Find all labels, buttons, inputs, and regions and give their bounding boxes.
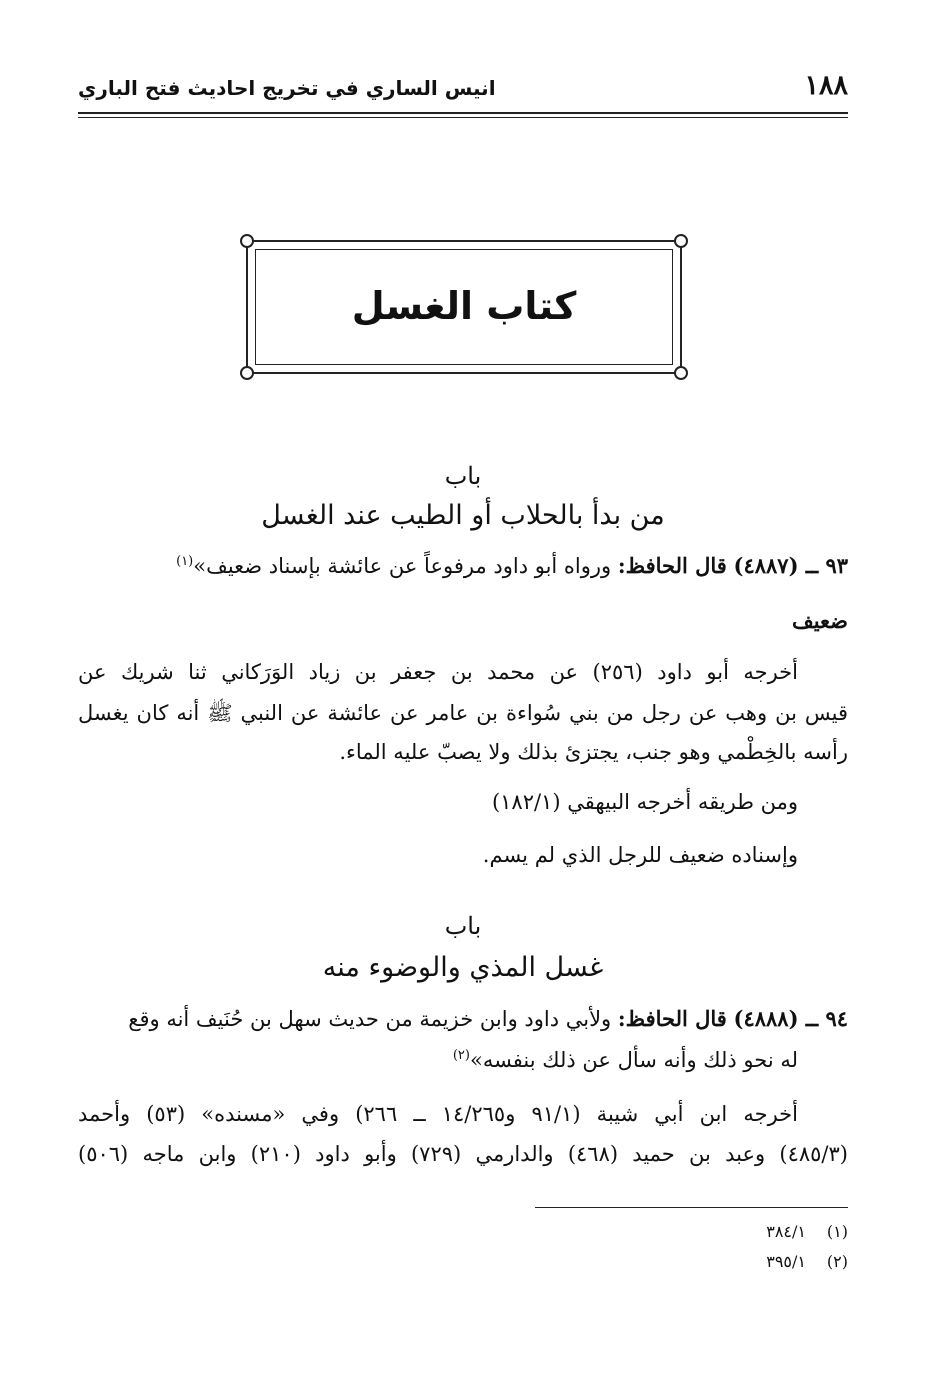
footnote-ref[interactable]: (٢) [452, 1048, 470, 1063]
takhrij-line: أخرجه ابن أبي شيبة (٩١/١ و١٤/٢٦٥ ــ ٢٦٦) وفي «مسنده» (٥٣) وأحمد [78, 1102, 798, 1126]
takhrij-line: قيس بن وهب عن رجل من بني سُواءة بن عامر عن عائشة عن النبي ﷺ أنه كان يغسل [78, 701, 848, 725]
hadith-entry [78, 1006, 848, 1031]
hadith-number: ٩٤ ــ (٤٨٨٨) [733, 1006, 848, 1031]
hadith-text: له نحو ذلك وأنه سأل عن ذلك بنفسه» [469, 1048, 798, 1072]
takhrij-line: (٤٨٥/٣) وعبد بن حميد (٤٦٨) والدارمي (٧٢٩) وأبو داود (٢١٠) وابن ماجه (٥٠٦) [78, 1142, 848, 1166]
chapter-title: غسل المذي والوضوء منه [322, 952, 604, 983]
hafiz-label: قال الحافظ: [617, 1006, 727, 1031]
page-header [78, 70, 848, 116]
book-title-frame [246, 240, 682, 374]
frame-corner-ornament [674, 234, 688, 248]
hafiz-label: قال الحافظ: [617, 553, 727, 578]
footnote-rule [535, 1207, 848, 1208]
page-number: ١٨٨ [804, 70, 848, 101]
chapter-title: من بدأ بالحلاب أو الطيب عند الغسل [261, 500, 665, 531]
footnote-mark: (٢) [826, 1252, 848, 1271]
footnote [600, 1252, 848, 1271]
frame-corner-ornament [240, 234, 254, 248]
running-title: انيس الساري في تخريج احاديث فتح الباري [78, 76, 496, 100]
book-title: كتاب الغسل [351, 284, 577, 328]
header-rule-thin [78, 117, 848, 118]
frame-corner-ornament [674, 366, 688, 380]
frame-corner-ornament [240, 366, 254, 380]
footnote-text: ٣٩٥/١ [766, 1252, 806, 1271]
takhrij-line: أخرجه أبو داود (٢٥٦) عن محمد بن جعفر بن زياد الوَرَكاني ثنا شريك عن [78, 660, 799, 684]
isnad-line: وإسناده ضعيف للرجل الذي لم يسم. [482, 843, 798, 867]
hadith-text-continued [78, 1048, 848, 1072]
hadith-text: ورواه أبو داود مرفوعاً عن عائشة بإسناد ضعيف» [193, 554, 612, 578]
hadith-entry [78, 553, 848, 578]
header-rule [78, 112, 848, 114]
footnote-text: ٣٨٤/١ [766, 1222, 806, 1241]
bayhaqi-line: ومن طريقه أخرجه البيهقي (١٨٢/١) [491, 790, 798, 814]
chapter-label: باب [444, 462, 482, 490]
footnote-ref[interactable]: (١) [176, 554, 194, 569]
footnote-mark: (١) [826, 1222, 848, 1241]
takhrij-line: رأسه بالخِطْمي وهو جنب، يجتزئ بذلك ولا يصبّ عليه الماء. [339, 740, 848, 764]
footnote [600, 1222, 848, 1241]
hadith-number: ٩٣ ــ (٤٨٨٧) [733, 553, 848, 578]
hadith-text: ولأبي داود وابن خزيمة من حديث سهل بن حُنَيف أنه وقع [128, 1007, 612, 1031]
hadith-grade: ضعيف [791, 608, 848, 633]
chapter-label: باب [444, 912, 482, 940]
